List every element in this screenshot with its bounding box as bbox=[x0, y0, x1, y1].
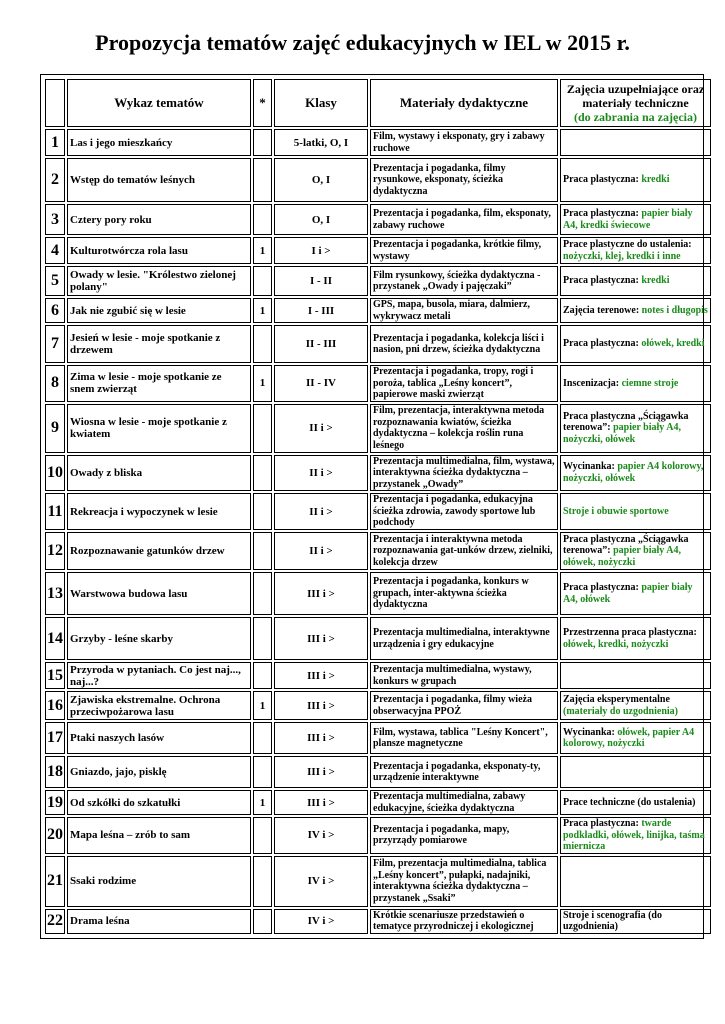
row-topic: Jak nie zgubić się w lesie bbox=[67, 298, 251, 323]
row-number: 2 bbox=[45, 158, 65, 202]
row-star bbox=[253, 532, 272, 570]
header-materials: Materiały dydaktyczne bbox=[370, 79, 558, 127]
row-topic: Drama leśna bbox=[67, 909, 251, 934]
row-number: 1 bbox=[45, 129, 65, 156]
row-topic: Owady w lesie. "Królestwo zielonej polany" bbox=[67, 266, 251, 296]
row-extra bbox=[560, 493, 711, 530]
header-star: * bbox=[253, 79, 272, 127]
row-star bbox=[253, 404, 272, 453]
table-row bbox=[45, 158, 711, 202]
row-topic: Grzyby - leśne skarby bbox=[67, 617, 251, 660]
row-classes: I - III bbox=[274, 298, 368, 323]
table-row bbox=[45, 691, 711, 720]
header-row bbox=[45, 79, 711, 127]
row-topic: Gniazdo, jajo, pisklę bbox=[67, 756, 251, 788]
row-materials: Prezentacja i pogadanka, filmy rysunkowe, eksponaty, ścieżka dydaktyczna bbox=[370, 158, 558, 202]
row-classes: II i > bbox=[274, 455, 368, 492]
row-star bbox=[253, 662, 272, 689]
row-extra-label: Wycinanka: bbox=[563, 461, 618, 473]
row-number: 12 bbox=[45, 532, 65, 570]
row-classes: III i > bbox=[274, 662, 368, 689]
row-number: 8 bbox=[45, 365, 65, 402]
row-number: 21 bbox=[45, 856, 65, 907]
row-extra bbox=[560, 617, 711, 660]
row-extra-items: ołówek, kredki, nożyczki bbox=[563, 638, 669, 650]
table-row bbox=[45, 790, 711, 815]
row-classes: I i > bbox=[274, 237, 368, 264]
row-topic: Rozpoznawanie gatunków drzew bbox=[67, 532, 251, 570]
row-extra bbox=[560, 237, 711, 264]
row-star bbox=[253, 129, 272, 156]
row-topic: Cztery pory roku bbox=[67, 204, 251, 235]
row-number: 9 bbox=[45, 404, 65, 453]
row-topic: Wiosna w lesie - moje spotkanie z kwiatem bbox=[67, 404, 251, 453]
table-row bbox=[45, 756, 711, 788]
row-classes: III i > bbox=[274, 790, 368, 815]
row-star bbox=[253, 756, 272, 788]
header-num bbox=[45, 79, 65, 127]
row-extra-items: ciemne stroje bbox=[621, 377, 679, 389]
row-number: 6 bbox=[45, 298, 65, 323]
row-extra-label: Stroje i scenografia (do uzgodnienia) bbox=[563, 909, 662, 932]
row-extra-items: kredki bbox=[641, 174, 670, 186]
row-extra bbox=[560, 691, 711, 720]
header-extra-label: Zajęcia uzupełniające oraz materiały techniczne bbox=[566, 82, 705, 110]
row-extra-label: Zajęcia eksperymentalne bbox=[563, 694, 670, 705]
row-classes: II i > bbox=[274, 493, 368, 530]
row-number: 7 bbox=[45, 325, 65, 363]
row-number: 16 bbox=[45, 691, 65, 720]
row-number: 19 bbox=[45, 790, 65, 815]
row-extra-label: Praca plastyczna: bbox=[563, 818, 642, 829]
row-extra bbox=[560, 909, 711, 934]
row-extra-label: Zajęcia terenowe: bbox=[563, 304, 642, 316]
row-topic: Mapa leśna – zrób to sam bbox=[67, 817, 251, 854]
row-classes: II i > bbox=[274, 404, 368, 453]
table-row bbox=[45, 493, 711, 530]
row-materials: Prezentacja i pogadanka, krótkie filmy, wystawy bbox=[370, 237, 558, 264]
row-star bbox=[253, 266, 272, 296]
row-extra-label: Wycinanka: bbox=[563, 726, 618, 738]
row-extra bbox=[560, 532, 711, 570]
row-topic: Warstwowa budowa lasu bbox=[67, 572, 251, 615]
row-extra bbox=[560, 298, 711, 323]
row-extra-items: Stroje i obuwie sportowe bbox=[563, 505, 669, 517]
row-extra bbox=[560, 572, 711, 615]
row-extra-label: Inscenizacja: bbox=[563, 377, 622, 389]
row-star bbox=[253, 158, 272, 202]
row-materials: Prezentacja i pogadanka, eksponaty-ty, urządzenie interaktywne bbox=[370, 756, 558, 788]
row-classes: III i > bbox=[274, 722, 368, 754]
row-extra bbox=[560, 158, 711, 202]
row-star bbox=[253, 856, 272, 907]
row-topic: Owady z bliska bbox=[67, 455, 251, 492]
row-number: 13 bbox=[45, 572, 65, 615]
row-number: 18 bbox=[45, 756, 65, 788]
row-star: 1 bbox=[253, 691, 272, 720]
row-extra-items: ołówek, kredki bbox=[641, 338, 705, 350]
row-star bbox=[253, 493, 272, 530]
row-materials: Prezentacja i pogadanka, konkurs w grupach, inter-aktywna ścieżka dydaktyczna bbox=[370, 572, 558, 615]
row-star: 1 bbox=[253, 790, 272, 815]
page-title: Propozycja tematów zajęć edukacyjnych w IEL w 2015 r. bbox=[95, 30, 630, 55]
table-row bbox=[45, 617, 711, 660]
row-materials: Prezentacja multimedialna, wystawy, konkurs w grupach bbox=[370, 662, 558, 689]
row-materials: Film, wystawa, tablica "Leśny Koncert", plansze magnetyczne bbox=[370, 722, 558, 754]
row-classes: IV i > bbox=[274, 909, 368, 934]
table-row bbox=[45, 572, 711, 615]
row-number: 15 bbox=[45, 662, 65, 689]
row-extra-items: papier A4 kolorowy, nożyczki, ołówek bbox=[563, 461, 704, 484]
row-extra bbox=[560, 722, 711, 754]
row-extra-items: kredki bbox=[641, 275, 670, 287]
row-extra-label: Praca plastyczna: bbox=[563, 208, 642, 219]
row-extra bbox=[560, 404, 711, 453]
row-topic: Las i jego mieszkańcy bbox=[67, 129, 251, 156]
row-star: 1 bbox=[253, 298, 272, 323]
table-row bbox=[45, 237, 711, 264]
row-materials: Film, prezentacja multimedialna, tablica „Leśny koncert”, pułapki, nadajniki, interaktywna ścieżka dydaktyczna – przystanek „Ssaki” bbox=[370, 856, 558, 907]
header-topic: Wykaz tematów bbox=[67, 79, 251, 127]
table-row bbox=[45, 455, 711, 492]
row-star bbox=[253, 817, 272, 854]
row-classes: 5-latki, O, I bbox=[274, 129, 368, 156]
row-number: 5 bbox=[45, 266, 65, 296]
row-extra-label: Praca plastyczna: bbox=[563, 338, 642, 350]
row-extra-items: papier biały A4, ołówek, nożyczki bbox=[563, 545, 681, 568]
row-classes: III i > bbox=[274, 691, 368, 720]
row-classes: III i > bbox=[274, 617, 368, 660]
row-star bbox=[253, 204, 272, 235]
row-extra bbox=[560, 365, 711, 402]
row-materials: Prezentacja i pogadanka, film, eksponaty, zabawy ruchowe bbox=[370, 204, 558, 235]
row-number: 14 bbox=[45, 617, 65, 660]
row-materials: Prezentacja i pogadanka, tropy, rogi i poroża, tablica „Leśny koncert”, papierowe maski zwierząt bbox=[370, 365, 558, 402]
header-extra bbox=[560, 79, 711, 127]
row-number: 10 bbox=[45, 455, 65, 492]
row-extra bbox=[560, 266, 711, 296]
row-extra bbox=[560, 662, 711, 689]
row-extra-label: Prace plastyczne do ustalenia: bbox=[563, 239, 692, 250]
row-topic: Przyroda w pytaniach. Co jest naj..., naj...? bbox=[67, 662, 251, 689]
row-extra bbox=[560, 204, 711, 235]
row-number: 20 bbox=[45, 817, 65, 854]
row-extra bbox=[560, 129, 711, 156]
table-row bbox=[45, 532, 711, 570]
row-extra bbox=[560, 817, 711, 854]
row-star bbox=[253, 617, 272, 660]
header-classes: Klasy bbox=[274, 79, 368, 127]
row-extra-items: notes i długopis bbox=[641, 304, 708, 316]
row-number: 3 bbox=[45, 204, 65, 235]
row-topic: Rekreacja i wypoczynek w lesie bbox=[67, 493, 251, 530]
row-extra-label: Przestrzenna praca plastyczna: bbox=[563, 627, 697, 638]
row-extra-items: (materiały do uzgodnienia) bbox=[563, 705, 678, 717]
row-topic: Jesień w lesie - moje spotkanie z drzewem bbox=[67, 325, 251, 363]
row-classes: II - III bbox=[274, 325, 368, 363]
topics-table bbox=[43, 77, 713, 936]
row-classes: IV i > bbox=[274, 856, 368, 907]
table-row bbox=[45, 266, 711, 296]
row-materials: Film rysunkowy, ścieżka dydaktyczna - przystanek „Owady i pajęczaki” bbox=[370, 266, 558, 296]
row-materials: Film, wystawy i eksponaty, gry i zabawy ruchowe bbox=[370, 129, 558, 156]
row-number: 4 bbox=[45, 237, 65, 264]
row-extra-items: papier biały A4, nożyczki, ołówek bbox=[563, 422, 681, 445]
row-extra-items: nożyczki, klej, kredki i inne bbox=[563, 250, 681, 262]
row-star bbox=[253, 722, 272, 754]
row-extra-items: papier biały A4, ołówek bbox=[563, 582, 693, 605]
row-materials: Prezentacja multimedialna, film, wystawa, interaktywna ścieżka dydaktyczna – przystanek „Owady” bbox=[370, 455, 558, 492]
row-number: 22 bbox=[45, 909, 65, 934]
row-materials: Prezentacja i pogadanka, kolekcja liści i nasion, pni drzew, ścieżka dydaktyczna bbox=[370, 325, 558, 363]
row-topic: Od szkółki do szkatułki bbox=[67, 790, 251, 815]
row-extra-label: Praca plastyczna „Ściągawka terenowa”: bbox=[563, 410, 689, 434]
row-star bbox=[253, 455, 272, 492]
row-extra-label: Praca plastyczna „Ściągawka terenowa”: bbox=[563, 533, 689, 557]
row-number: 17 bbox=[45, 722, 65, 754]
table-row bbox=[45, 817, 711, 854]
row-topic: Wstęp do tematów leśnych bbox=[67, 158, 251, 202]
row-topic: Ptaki naszych lasów bbox=[67, 722, 251, 754]
row-extra bbox=[560, 455, 711, 492]
row-extra-items: twarde podkładki, ołówek, linijka, taśma miernicza bbox=[563, 818, 705, 852]
row-classes: I - II bbox=[274, 266, 368, 296]
header-extra-note: (do zabrania na zajęcia) bbox=[574, 110, 697, 124]
row-classes: II - IV bbox=[274, 365, 368, 402]
row-materials: Prezentacja multimedialna, zabawy edukacyjne, ścieżka dydaktyczna bbox=[370, 790, 558, 815]
row-extra bbox=[560, 756, 711, 788]
row-materials: Film, prezentacja, interaktywna metoda rozpoznawania kwiatów, ścieżka dydaktyczna – kolekcja roślin runa leśnego bbox=[370, 404, 558, 453]
row-materials: Prezentacja i pogadanka, filmy wieża obserwacyjna PPOŻ bbox=[370, 691, 558, 720]
row-classes: II i > bbox=[274, 532, 368, 570]
table-row bbox=[45, 204, 711, 235]
row-classes: III i > bbox=[274, 572, 368, 615]
row-extra bbox=[560, 856, 711, 907]
table-row bbox=[45, 404, 711, 453]
row-topic: Kulturotwórcza rola lasu bbox=[67, 237, 251, 264]
row-extra-label: Praca plastyczna: bbox=[563, 582, 642, 593]
row-star: 1 bbox=[253, 237, 272, 264]
row-extra-label: Praca plastyczna: bbox=[563, 174, 642, 186]
table-row bbox=[45, 722, 711, 754]
row-materials: Prezentacja i pogadanka, mapy, przyrządy pomiarowe bbox=[370, 817, 558, 854]
row-topic: Zjawiska ekstremalne. Ochrona przeciwpożarowa lasu bbox=[67, 691, 251, 720]
row-star bbox=[253, 325, 272, 363]
table-row bbox=[45, 856, 711, 907]
row-materials: Prezentacja multimedialna, interaktywne urządzenia i gry edukacyjne bbox=[370, 617, 558, 660]
row-topic: Ssaki rodzime bbox=[67, 856, 251, 907]
row-star: 1 bbox=[253, 365, 272, 402]
row-materials: Prezentacja i pogadanka, edukacyjna ścieżka zdrowia, zawody sportowe lub podchody bbox=[370, 493, 558, 530]
topics-table-frame bbox=[40, 74, 708, 939]
table-row bbox=[45, 365, 711, 402]
row-star bbox=[253, 572, 272, 615]
row-classes: III i > bbox=[274, 756, 368, 788]
row-extra-items: ołówek, papier A4 kolorowy, nożyczki bbox=[563, 726, 695, 749]
row-extra bbox=[560, 790, 711, 815]
row-materials: GPS, mapa, busola, miara, dalmierz, wykrywacz metali bbox=[370, 298, 558, 323]
row-topic: Zima w lesie - moje spotkanie ze snem zwierząt bbox=[67, 365, 251, 402]
table-row bbox=[45, 129, 711, 156]
table-row bbox=[45, 662, 711, 689]
row-classes: IV i > bbox=[274, 817, 368, 854]
table-row bbox=[45, 298, 711, 323]
row-classes: O, I bbox=[274, 204, 368, 235]
row-materials: Prezentacja i interaktywna metoda rozpoznawania gat-unków drzew, zielniki, kolekcja drzew bbox=[370, 532, 558, 570]
row-star bbox=[253, 909, 272, 934]
row-number: 11 bbox=[45, 493, 65, 530]
row-extra bbox=[560, 325, 711, 363]
row-materials: Krótkie scenariusze przedstawień o tematyce przyrodniczej i ekologicznej bbox=[370, 909, 558, 934]
row-extra-items: papier biały A4, kredki świecowe bbox=[563, 208, 693, 231]
row-classes: O, I bbox=[274, 158, 368, 202]
row-extra-label: Praca plastyczna: bbox=[563, 275, 642, 287]
table-row bbox=[45, 325, 711, 363]
table-row bbox=[45, 909, 711, 934]
row-extra-label: Prace techniczne (do ustalenia) bbox=[563, 796, 696, 808]
